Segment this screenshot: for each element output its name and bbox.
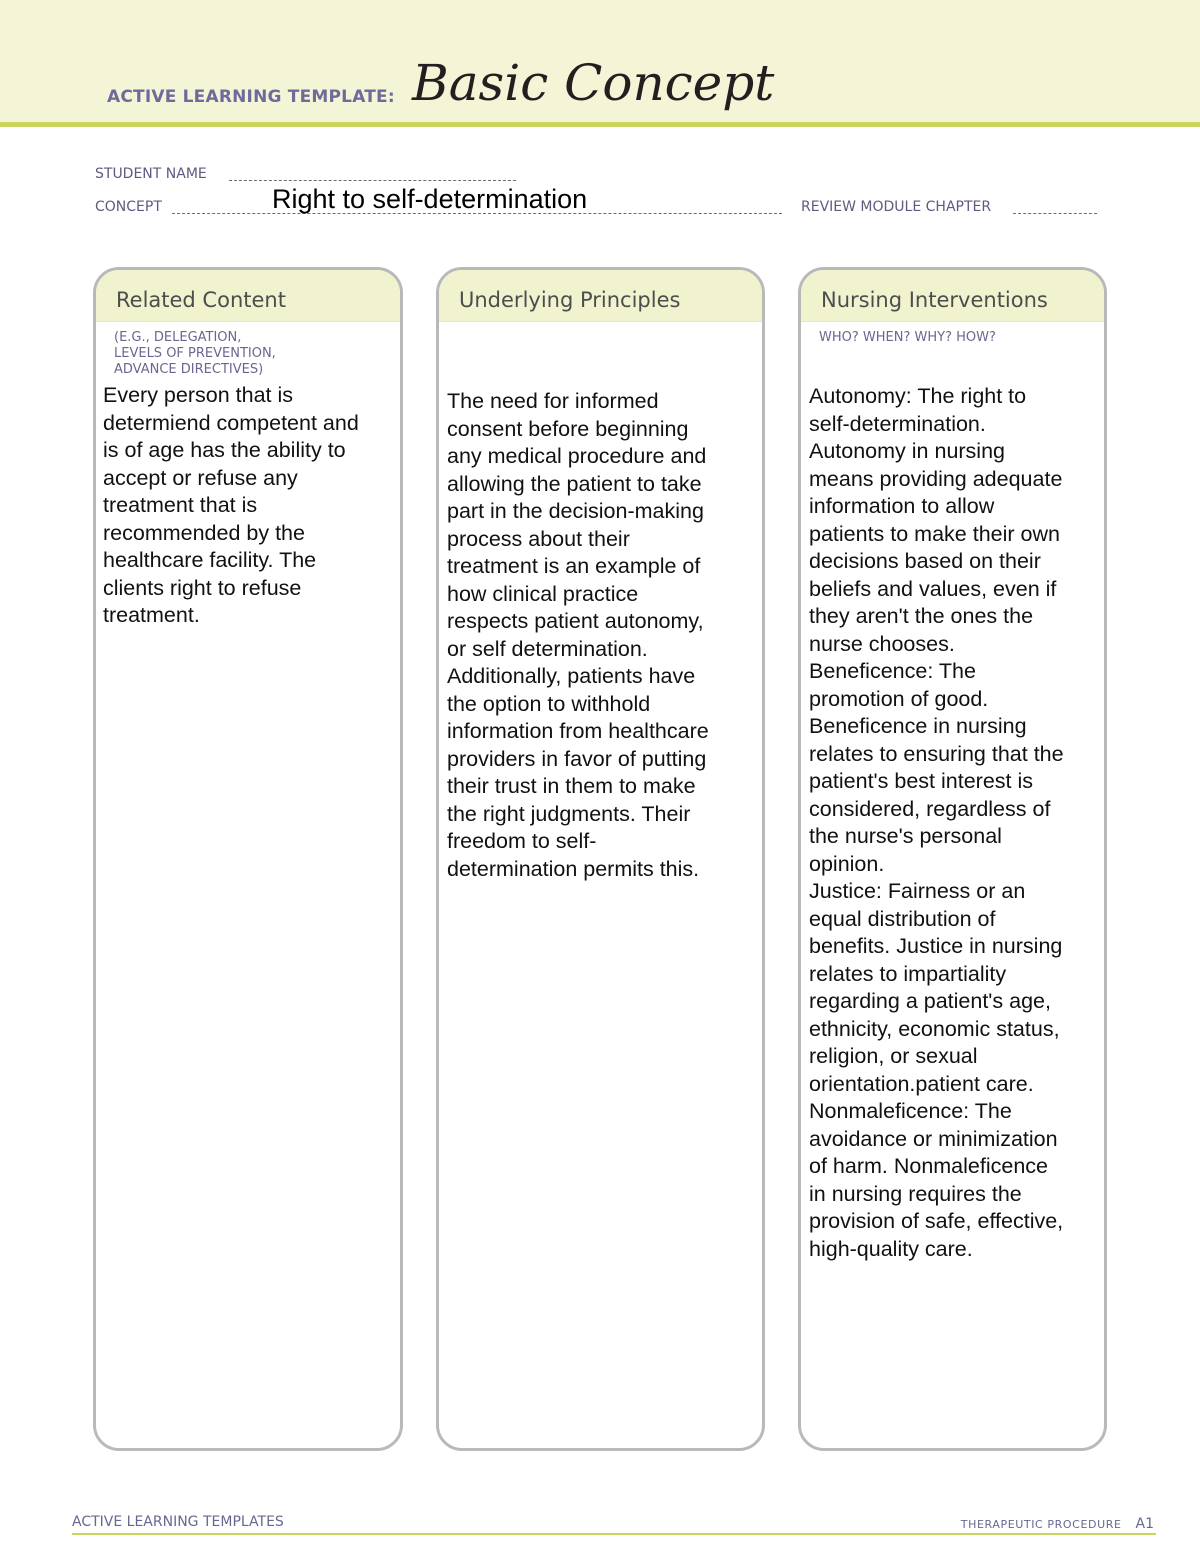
- review-module-field[interactable]: [1013, 213, 1097, 214]
- related-content-text[interactable]: Every person that is determiend competent and is of age has the ability to accept or refuse any treatment that is recommended by the healthcare facility. The clients right to refuse treatment.: [103, 383, 359, 627]
- template-label: ACTIVE LEARNING TEMPLATE:: [107, 87, 395, 107]
- related-content-box: [93, 267, 403, 1451]
- review-module-label: REVIEW MODULE CHAPTER: [801, 199, 992, 215]
- footer-left: ACTIVE LEARNING TEMPLATES: [72, 1514, 284, 1530]
- student-name-label: STUDENT NAME: [95, 166, 207, 182]
- student-name-field[interactable]: [229, 180, 516, 181]
- footer-section: THERAPEUTIC PROCEDURE: [960, 1518, 1122, 1531]
- column-title: Underlying Principles: [439, 270, 762, 322]
- page-number: A1: [1135, 1516, 1154, 1532]
- column-subtitle: (E.G., DELEGATION, LEVELS OF PREVENTION, ADVANCE DIRECTIVES): [114, 330, 276, 377]
- column-title: Related Content: [96, 270, 400, 322]
- footer-right: [961, 1516, 1154, 1532]
- header-rule: [0, 122, 1200, 127]
- template-title: Basic Concept: [412, 54, 775, 112]
- underlying-principles-text[interactable]: The need for informed consent before beginning any medical procedure and allowing the patient to take part in the decision-making process about their treatment is an example of how clinical practice respects patient autonomy, or self determination. Additionally, patients have the option to withhold information from healthcare providers in favor of putting their trust in them to make the right judgments. Their freedom to self- determination permits this.: [447, 389, 709, 881]
- nursing-interventions-box: [798, 267, 1107, 1451]
- nursing-interventions-text[interactable]: Autonomy: The right to self-determination. Autonomy in nursing means providing adequate information to allow patients to make their own decisions based on their beliefs and values, even if they aren't the ones the nurse chooses. Beneficence: The promotion of good. Beneficence in nursing relates to ensuring that the patient's best interest is considered, regardless of the nurse's personal opinion. Justice: Fairness or an equal distribution of benefits. Justice in nursing relates to impartiality regarding a patient's age, ethnicity, economic status, religion, or sexual orientation.patient care. Nonmaleficence: The avoidance or minimization of harm. Nonmaleficence in nursing requires the provision of safe, effective, high-quality care.: [809, 384, 1064, 1261]
- concept-label: CONCEPT: [95, 199, 162, 215]
- footer-rule: [72, 1533, 1156, 1535]
- concept-value: Right to self-determination: [272, 184, 588, 214]
- column-title: Nursing Interventions: [801, 270, 1104, 322]
- underlying-principles-box: [436, 267, 765, 1451]
- column-subtitle: WHO? WHEN? WHY? HOW?: [819, 330, 996, 345]
